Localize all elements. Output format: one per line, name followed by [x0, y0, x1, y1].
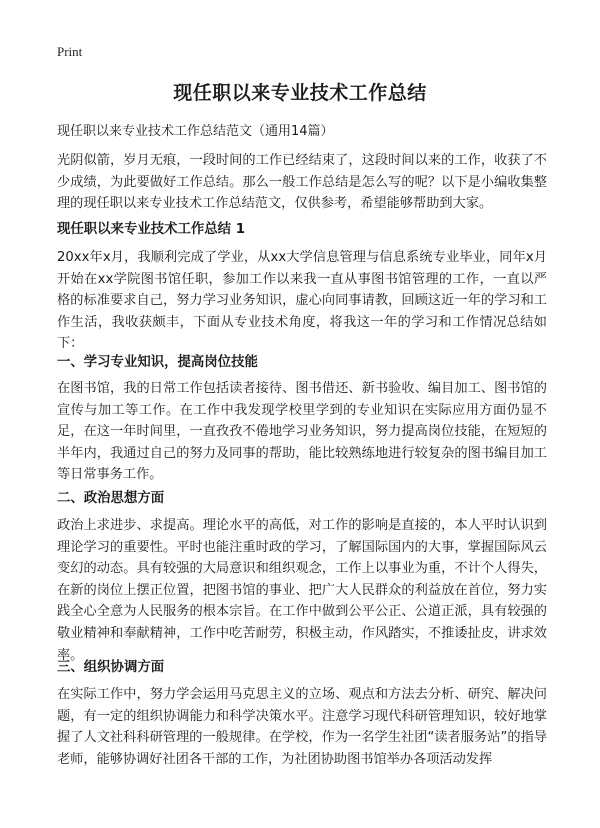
section-body-study: 在图书馆，我的日常工作包括读者接待、图书借还、新书验收、编目加工、图书馆的宣传与加工等工作。在工作中我发现学校里学到的专业知识在实际应用方面仍显不足，在这一年时间里，一直孜孜不倦地学习业务知识，努力提高岗位技能，在短短的半年内，我通过自己的努力及同事的帮助，能比较熟练地进行较复杂的图书编目加工等日常事务工作。 — [57, 381, 547, 483]
article-heading: 现任职以来专业技术工作总结 1 — [57, 222, 246, 237]
section-heading-politics: 二、政治思想方面 — [57, 491, 165, 506]
section-heading-coordination: 三、组织协调方面 — [57, 660, 165, 675]
print-link[interactable]: Print — [57, 44, 83, 59]
section-body-coordination: 在实际工作中，努力学会运用马克思主义的立场、观点和方法去分析、研究、解决问题，有一定的组织协调能力和科学决策水平。注意学习现代科研管理知识，较好地掌握了人文社科科研管理的一般规律。在学校，作为一名学生社团“读者服务站”的指导老师，能够协调好社团各干部的工作，为社团协助图书馆举办各项活动发挥 — [57, 687, 547, 767]
article-intro-paragraph: 20xx年x月，我顺利完成了学业，从xx大学信息管理与信息系统专业毕业，同年x月开始在xx学院图书馆任职，参加工作以来我一直从事图书馆管理的工作，一直以严格的标准要求自己，努力学习业务知识，虚心向同事请教，回顾这近一年的学习和工作生活，我收获颇丰，下面从专业技术角度，将我这一年的学习和工作情况总结如下： — [57, 250, 547, 352]
page-title: 现任职以来专业技术工作总结 — [173, 82, 427, 104]
intro-paragraph: 光阴似箭，岁月无痕，一段时间的工作已经结束了，这段时间以来的工作，收获了不少成绩，为此要做好工作总结。那么一般工作总结是怎么写的呢？以下是小编收集整理的现任职以来专业技术工作总结范文，仅供参考，希望能够帮助到大家。 — [57, 153, 547, 212]
document-subtitle: 现任职以来专业技术工作总结范文（通用14篇） — [57, 124, 334, 139]
section-body-politics: 政治上求进步、求提高。理论水平的高低，对工作的影响是直接的，本人平时认识到理论学习的重要性。平时也能注重时政的学习，了解国际国内的大事，掌握国际风云变幻的动态。具有较强的大局意识和组织观念，工作上以事业为重，不计个人得失，在新的岗位上摆正位置，把图书馆的事业、把广大人民群众的利益放在首位，努力实践全心全意为人民服务的根本宗旨。在工作中做到公平公正、公道正派，具有较强的敬业精神和奉献精神，工作中吃苦耐劳，积极主动，作风踏实，不推诿扯皮，讲求效率。 — [57, 518, 547, 663]
section-heading-study: 一、学习专业知识，提高岗位技能 — [57, 355, 258, 370]
